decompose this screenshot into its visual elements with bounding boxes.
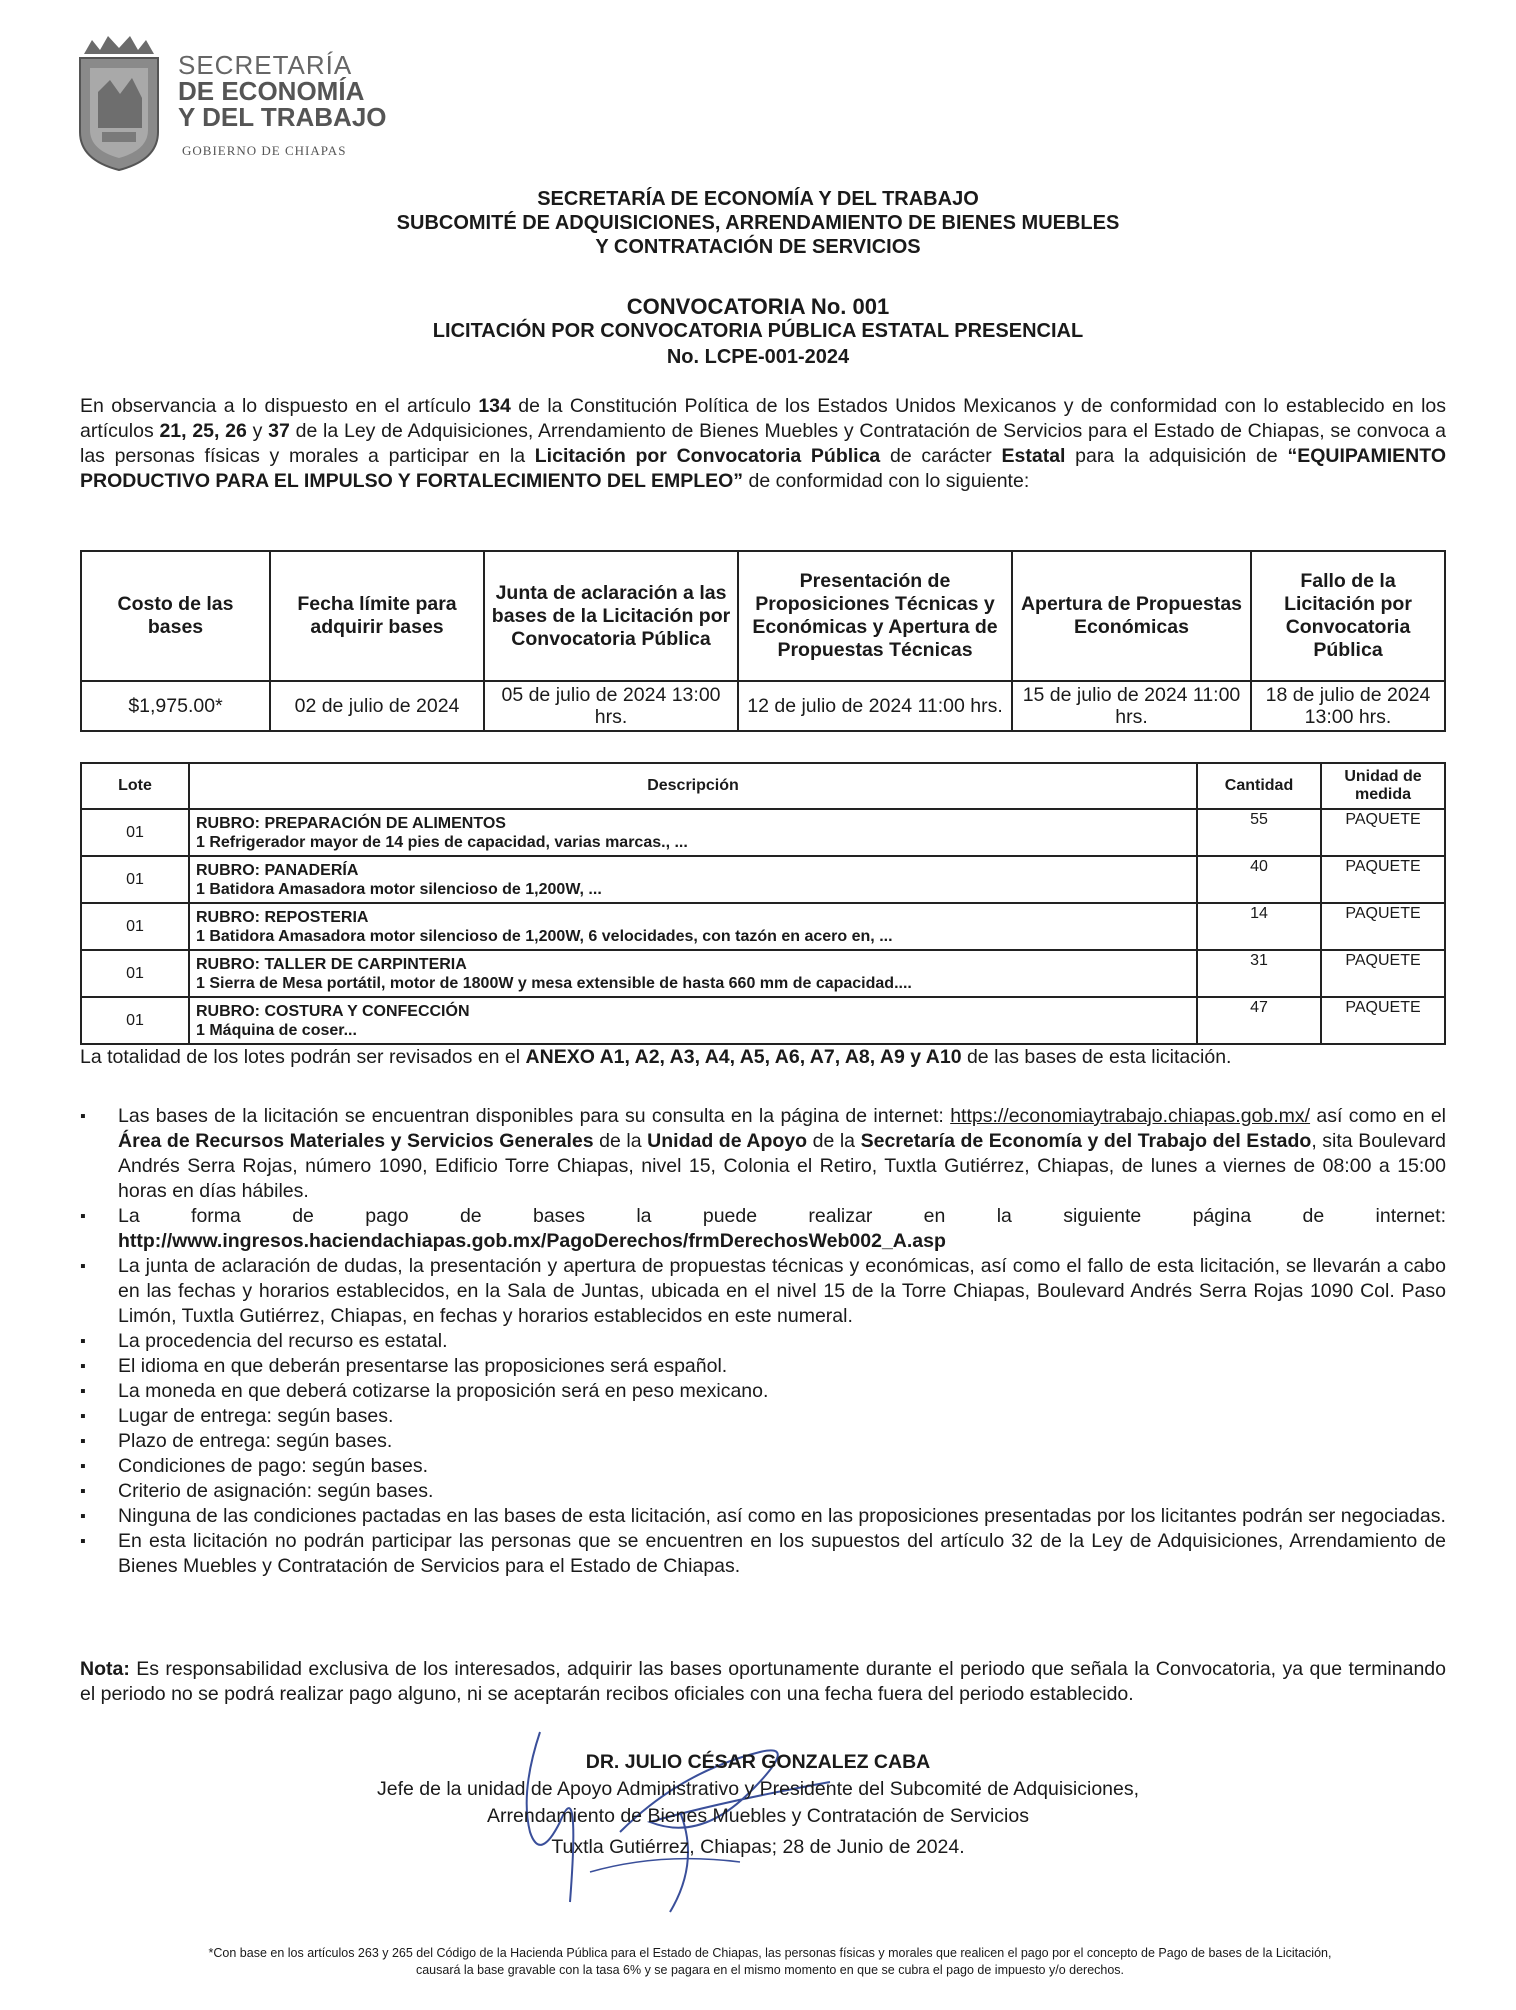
lot-number: 01 [81,903,189,950]
org-title-1: SECRETARÍA DE ECONOMÍA Y DEL TRABAJO [537,188,979,210]
table-row [81,856,1445,903]
schedule-header: Fallo de la Licitación por Convocatoria Pública [1251,551,1445,681]
schedule-header-row [81,551,1445,681]
schedule-header: Fecha límite para adquirir bases [270,551,484,681]
logo-line-3: Y DEL TRABAJO [178,102,387,132]
schedule-header: Costo de las bases [81,551,270,681]
schedule-value: 15 de julio de 2024 11:00 hrs. [1012,681,1251,731]
list-item: ▪ Lugar de entrega: según bases. [80,1404,1446,1429]
convocatoria-number: CONVOCATORIA No. 001 [626,294,890,319]
schedule-value: 02 de julio de 2024 [270,681,484,731]
schedule-header: Junta de aclaración a las bases de la Licitación por Convocatoria Pública [484,551,738,681]
lot-number: 01 [81,809,189,856]
schedule-header: Apertura de Propuestas Económicas [1012,551,1251,681]
coat-of-arms-icon [74,32,164,172]
lot-quantity: 14 [1197,903,1321,950]
place-date: Tuxtla Gutiérrez, Chiapas; 28 de Junio de 2024. [551,1836,965,1858]
list-item: ▪ La moneda en que deberá cotizarse la proposición será en peso mexicano. [80,1379,1446,1404]
lot-description: RUBRO: PANADERÍA 1 Batidora Amasadora motor silencioso de 1,200W, ... [189,856,1197,903]
list-item: ▪ Condiciones de pago: según bases. [80,1454,1446,1479]
intro-paragraph: En observancia a lo dispuesto en el artículo 134 de la Constitución Política de los Estados Unidos Mexicanos y de conformidad con lo establecido en los artículos 21, 25, 26 y 37 de la Ley de Adquisiciones, Arrendamiento de Bienes Muebles y Contratación de Servicios para el Estado de Chiapas, se convoca a las personas físicas y morales a participar en la Licitación por Convocatoria Pública de carácter Estatal para la adquisición de “EQUIPAMIENTO PRODUCTIVO PARA EL IMPULSO Y FORTALECIMIENTO DEL EMPLEO” de conformidad con lo siguiente: [80,395,1447,492]
logo [74,32,394,172]
lots-header-desc: Descripción [189,763,1197,809]
lot-description: RUBRO: PREPARACIÓN DE ALIMENTOS 1 Refrigerador mayor de 14 pies de capacidad, varias marcas., ... [189,809,1197,856]
list-item: ▪ El idioma en que deberán presentarse las proposiciones será español. [80,1354,1446,1379]
conditions-list [80,1104,1446,1579]
lots-table [80,762,1446,1045]
list-item: ▪ Plazo de entrega: según bases. [80,1429,1446,1454]
table-row [81,950,1445,997]
table-row [81,997,1445,1044]
lots-header-lote: Lote [81,763,189,809]
list-item: ▪ Criterio de asignación: según bases. [80,1479,1446,1504]
table-row [81,809,1445,856]
org-title-3: Y CONTRATACIÓN DE SERVICIOS [595,236,921,258]
lots-header-row [81,763,1445,809]
lot-quantity: 55 [1197,809,1321,856]
list-item: ▪ La forma de pago de bases la puede realizar en la siguiente página de internet: http://www.ingresos.haciendachiapas.gob.mx/PagoDerechos/frmDerechosWeb002_A.asp [80,1204,1446,1254]
footnote: *Con base en los artículos 263 y 265 del Código de la Hacienda Pública para el Estado de Chiapas, las personas físicas y morales que realicen el pago por el concepto de Pago de bases de la Licitación, causará la base gravable con la tasa 6% y se pagara en el mismo momento en que se cubra el pago de impuesto y/o derechos. [208,1946,1332,1977]
logo-line-4: GOBIERNO DE CHIAPAS [182,143,347,158]
logo-line-2: DE ECONOMÍA [178,76,365,106]
schedule-value: 05 de julio de 2024 13:00 hrs. [484,681,738,731]
lot-unit: PAQUETE [1321,903,1445,950]
lots-header-qty: Cantidad [1197,763,1321,809]
lot-unit: PAQUETE [1321,856,1445,903]
list-item: ▪ La procedencia del recurso es estatal. [80,1329,1446,1354]
bases-link[interactable]: https://economiaytrabajo.chiapas.gob.mx/ [950,1105,1311,1127]
list-item: ▪ En esta licitación no podrán participar las personas que se encuentren en los supuestos del artículo 32 de la Ley de Adquisiciones, Arrendamiento de Bienes Muebles y Contratación de Servicios para el Estado de Chiapas. [80,1529,1446,1579]
lots-header-unit: Unidad de medida [1321,763,1445,809]
signatory-title-1: Jefe de la unidad de Apoyo Administrativo y Presidente del Subcomité de Adquisiciones, [376,1778,1140,1800]
lot-quantity: 40 [1197,856,1321,903]
lot-description: RUBRO: COSTURA Y CONFECCIÓN 1 Máquina de coser... [189,997,1197,1044]
schedule-value: $1,975.00* [81,681,270,731]
schedule-header: Presentación de Proposiciones Técnicas y Económicas y Apertura de Propuestas Técnicas [738,551,1012,681]
lot-number: 01 [81,950,189,997]
lot-quantity: 31 [1197,950,1321,997]
lot-number: 01 [81,997,189,1044]
org-title-2: SUBCOMITÉ DE ADQUISICIONES, ARRENDAMIENTO DE BIENES MUEBLES [396,212,1120,234]
nota-paragraph: Nota: Es responsabilidad exclusiva de los interesados, adquirir las bases oportunamente durante el periodo que señala la Convocatoria, ya que terminando el periodo no se podrá realizar pago alguno, ni se aceptarán recibos oficiales con una fecha fuera del periodo establecido. [80,1658,1446,1705]
table-row [81,903,1445,950]
lot-number: 01 [81,856,189,903]
logo-line-1: SECRETARÍA [178,50,353,80]
list-item: ▪ Ninguna de las condiciones pactadas en las bases de esta licitación, así como en las proposiciones presentadas por los licitantes podrán ser negociadas. [80,1504,1446,1529]
lot-description: RUBRO: TALLER DE CARPINTERIA 1 Sierra de Mesa portátil, motor de 1800W y mesa extensible de hasta 660 mm de capacidad.... [189,950,1197,997]
schedule-value: 12 de julio de 2024 11:00 hrs. [738,681,1012,731]
list-item: ▪ La junta de aclaración de dudas, la presentación y apertura de propuestas técnicas y económicas, así como el fallo de esta licitación, se llevarán a cabo en las fechas y horarios establecidos, en la Sala de Juntas, ubicada en el nivel 15 de la Torre Chiapas, Boulevard Andrés Serra Rojas 1090 Col. Paso Limón, Tuxtla Gutiérrez, Chiapas, en fechas y horarios establecidos en este numeral. [80,1254,1446,1329]
lot-unit: PAQUETE [1321,997,1445,1044]
signatory-name: DR. JULIO CÉSAR GONZALEZ CABA [585,1751,931,1773]
payment-url[interactable]: http://www.ingresos.haciendachiapas.gob.mx/PagoDerechos/frmDerechosWeb002_A.asp [118,1230,946,1252]
lot-description: RUBRO: REPOSTERIA 1 Batidora Amasadora motor silencioso de 1,200W, 6 velocidades, con tazón en acero en, ... [189,903,1197,950]
annex-note: La totalidad de los lotes podrán ser revisados en el ANEXO A1, A2, A3, A4, A5, A6, A7, A8, A9 y A10 de las bases de esta licitación. [80,1046,1232,1068]
tender-type: LICITACIÓN POR CONVOCATORIA PÚBLICA ESTATAL PRESENCIAL [432,320,1084,342]
schedule-table [80,550,1446,732]
signatory-title-2: Arrendamiento de Bienes Muebles y Contratación de Servicios [487,1805,1029,1827]
lot-unit: PAQUETE [1321,950,1445,997]
list-item: ▪ Las bases de la licitación se encuentran disponibles para su consulta en la página de internet: https://economiaytrabajo.chiapas.gob.mx/ así como en el Área de Recursos Materiales y Servicios Generales de la Unidad de Apoyo de la Secretaría de Economía y del Trabajo del Estado, sita Boulevard Andrés Serra Rojas, número 1090, Edificio Torre Chiapas, nivel 15, Colonia el Retiro, Tuxtla Gutiérrez, Chiapas, de lunes a viernes de 08:00 a 15:00 horas en días hábiles. [80,1104,1446,1204]
schedule-value: 18 de julio de 2024 13:00 hrs. [1251,681,1445,731]
schedule-value-row [81,681,1445,731]
lot-quantity: 47 [1197,997,1321,1044]
lot-unit: PAQUETE [1321,809,1445,856]
tender-number: No. LCPE-001-2024 [666,346,850,368]
